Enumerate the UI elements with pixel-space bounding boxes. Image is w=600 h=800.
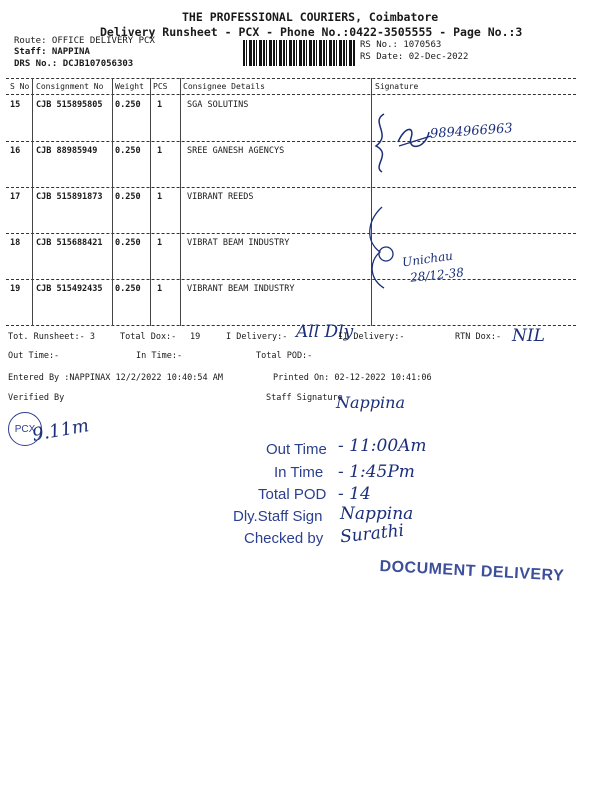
company-name: THE PROFESSIONAL COURIERS, Coimbatore xyxy=(182,10,439,24)
verified-by-label: Verified By xyxy=(8,393,65,403)
rtn-dox-label: RTN Dox:- xyxy=(455,332,502,342)
route-label: Route: OFFICE DELIVERY PCX xyxy=(14,36,155,46)
table-row-pcs: 1 xyxy=(157,238,163,248)
table-row-pcs: 1 xyxy=(157,146,163,156)
table-row-consignment: CJB 515891873 xyxy=(36,192,103,202)
stamp-out-time: Out Time xyxy=(266,441,327,458)
handwritten-staff-signature: Nappina xyxy=(336,393,405,412)
staff-signature-label: Staff Signature xyxy=(266,393,343,403)
table-row-weight: 0.250 xyxy=(115,284,141,294)
table-row-weight: 0.250 xyxy=(115,146,141,156)
staff-label: Staff: NAPPINA xyxy=(14,47,90,57)
table-header-rule xyxy=(6,94,576,95)
column-divider xyxy=(180,78,181,326)
stamp-in-time: In Time xyxy=(274,464,324,481)
col-header-sno: S No xyxy=(10,82,30,91)
col-header-weight: Weight xyxy=(115,82,144,91)
handwritten-signature: Unichau xyxy=(401,248,454,270)
table-row-consignee: VIBRAT BEAM INDUSTRY xyxy=(187,238,290,248)
stamp-dly-staff-sign: Dly.Staff Sign xyxy=(233,508,323,525)
handwritten-in-time: - 1:45Pm xyxy=(338,462,415,482)
entered-by: Entered By :NAPPINAX 12/2/2022 10:40:54 AM xyxy=(8,373,223,383)
col-header-signature: Signature xyxy=(375,82,419,91)
table-row-consignment: CJB 515492435 xyxy=(36,284,103,294)
total-pod-label: Total POD:- xyxy=(256,351,313,361)
table-row-weight: 0.250 xyxy=(115,100,141,110)
table-row-consignee: VIBRANT BEAM INDUSTRY xyxy=(187,284,295,294)
column-divider xyxy=(112,78,113,326)
stamp-checked-by: Checked by xyxy=(244,530,324,547)
col-header-consignee: Consignee Details xyxy=(183,82,265,91)
row-rule xyxy=(6,141,576,142)
table-row-consignee: SREE GANESH AGENCYS xyxy=(187,146,285,156)
table-row-consignment: CJB 515895805 xyxy=(36,100,103,110)
table-row-pcs: 1 xyxy=(157,100,163,110)
table-row-consignment: CJB 515688421 xyxy=(36,238,103,248)
table-row-sno: 17 xyxy=(10,192,21,202)
row-rule xyxy=(6,279,576,280)
printed-on: Printed On: 02-12-2022 10:41:06 xyxy=(273,373,432,383)
table-row-sno: 15 xyxy=(10,100,21,110)
table-row-consignee: SGA SOLUTINS xyxy=(187,100,249,110)
rs-date: RS Date: 02-Dec-2022 xyxy=(360,52,469,62)
handwritten-dly-staff-sign: Nappina xyxy=(340,504,414,524)
handwritten-verified-signature: 9.11m xyxy=(30,415,91,446)
column-divider xyxy=(32,78,33,326)
total-dox-value: 19 xyxy=(190,332,201,342)
i-delivery-label: I Delivery:- xyxy=(226,332,288,342)
table-row-weight: 0.250 xyxy=(115,238,141,248)
handwritten-checked-by: Surathi xyxy=(339,520,405,548)
handwritten-phone: 9894966963 xyxy=(429,121,514,142)
document-delivery-stamp: DOCUMENT DELIVERY xyxy=(379,558,565,585)
table-row-sno: 19 xyxy=(10,284,21,294)
ii-delivery-label: II Delivery:- xyxy=(338,332,405,342)
table-bottom-rule xyxy=(6,325,576,326)
in-time-label: In Time:- xyxy=(136,351,183,361)
handwritten-out-time: - 11:00Am xyxy=(338,436,427,456)
tot-runsheet: Tot. Runsheet:- 3 xyxy=(8,332,95,342)
runsheet-title: Delivery Runsheet - PCX - Phone No.:0422-3505555 - Page No.:3 xyxy=(100,25,523,39)
row-rule xyxy=(6,187,576,188)
column-divider xyxy=(150,78,151,326)
circled-mark xyxy=(376,244,396,264)
rs-number: RS No.: 1070563 xyxy=(360,40,442,50)
total-dox-label: Total Dox:- xyxy=(120,332,177,342)
table-row-sno: 16 xyxy=(10,146,21,156)
pcx-seal-text: PCX xyxy=(14,423,36,435)
col-header-pcs: PCS xyxy=(153,82,168,91)
stamp-total-pod: Total POD xyxy=(258,486,327,503)
handwritten-nil: NIL xyxy=(512,326,545,346)
table-row-sno: 18 xyxy=(10,238,21,248)
table-row-consignee: VIBRANT REEDS xyxy=(187,192,254,202)
handwritten-total-pod: - 14 xyxy=(338,484,371,504)
table-row-consignment: CJB 88985949 xyxy=(36,146,98,156)
table-row-weight: 0.250 xyxy=(115,192,141,202)
row-rule xyxy=(6,233,576,234)
barcode xyxy=(243,40,355,66)
handwritten-date: 28/12-38 xyxy=(409,265,465,285)
table-row-pcs: 1 xyxy=(157,192,163,202)
col-header-consignment: Consignment No xyxy=(36,82,104,91)
drs-number: DRS No.: DCJB107056303 xyxy=(14,59,134,69)
table-top-rule xyxy=(6,78,576,79)
handwritten-all-dly: All Dly xyxy=(296,322,354,342)
out-time-label: Out Time:- xyxy=(8,351,60,361)
table-row-pcs: 1 xyxy=(157,284,163,294)
